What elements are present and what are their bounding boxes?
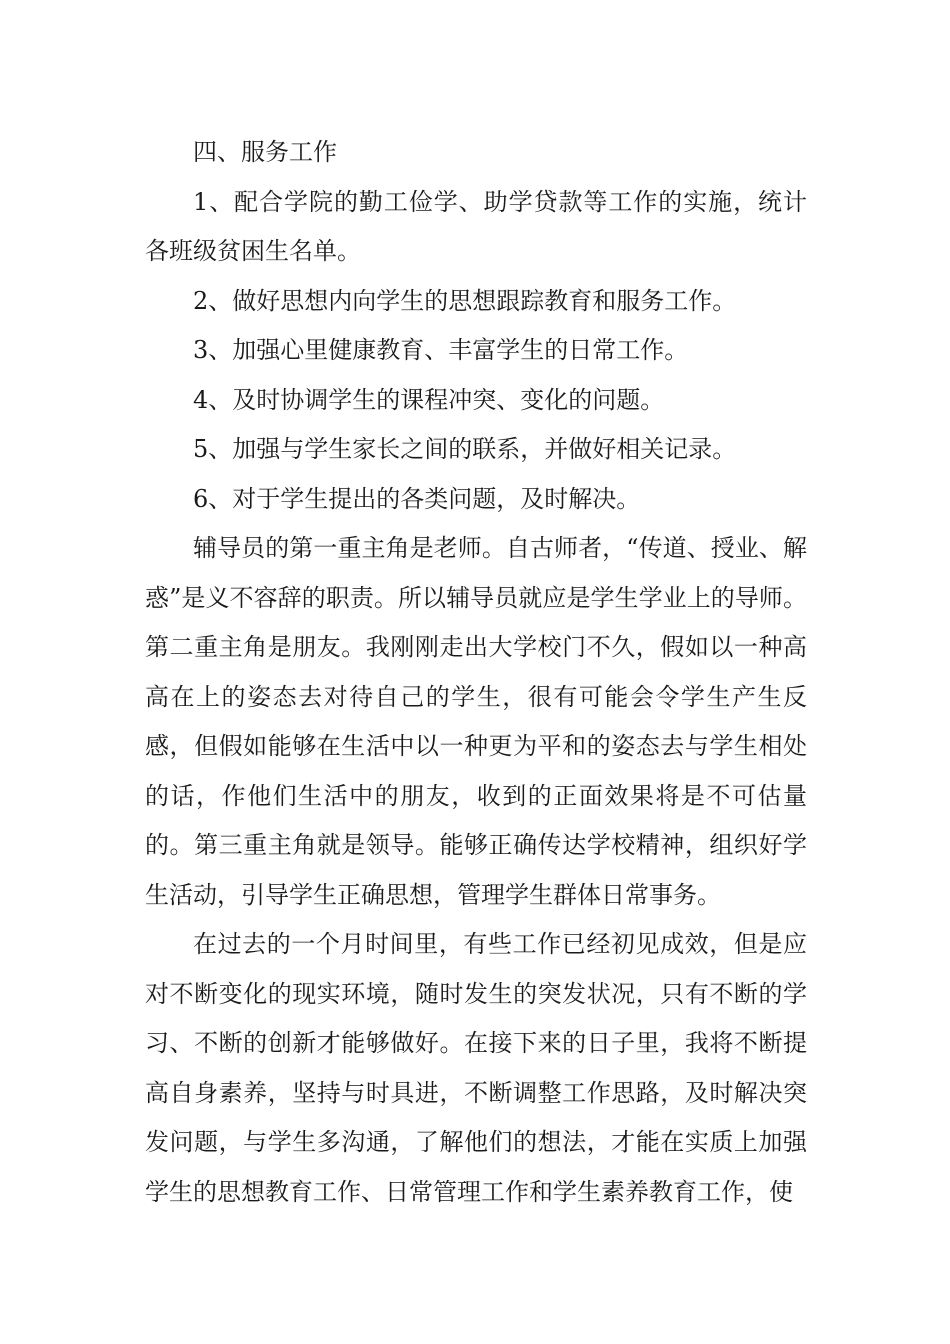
list-item: 3、加强心里健康教育、丰富学生的日常工作。 <box>193 336 689 364</box>
list-item: 2、做好思想内向学生的思想跟踪教育和服务工作。 <box>193 286 737 315</box>
list-item: 5、加强与学生家长之间的联系，并做好相关记录。 <box>193 435 737 463</box>
list-item: 6、对于学生提出的各类问题，及时解决。 <box>193 484 641 513</box>
list-item: 4、及时协调学生的课程冲突、变化的问题。 <box>193 385 665 414</box>
section-heading: 四、服务工作 <box>193 138 337 166</box>
list-item: 1、配合学院的勤工俭学、助学贷款等工作的实施，统计各班级贫困生名单。 <box>145 187 807 265</box>
document-body <box>145 128 807 1217</box>
body-paragraph: 辅导员的第一重主角是老师。自古师者，“传道、授业、解惑”是义不容辞的职责。所以辅导员就应是学生学业上的导师。第二重主角是朋友。我刚刚走出大学校门不久，假如以一种高高在上的姿态去对待自己的学生，很有可能会令学生产生反感，但假如能够在生活中以一种更为平和的姿态去与学生相处的话，作他们生活中的朋友，收到的正面效果将是不可估量的。第三重主角就是领导。能够正确传达学校精神，组织好学生活动，引导学生正确思想，管理学生群体日常事务。 <box>145 534 807 909</box>
body-paragraph: 在过去的一个月时间里，有些工作已经初见成效，但是应对不断变化的现实环境，随时发生的突发状况，只有不断的学习、不断的创新才能够做好。在接下来的日子里，我将不断提高自身素养，坚持与时具进，不断调整工作思路，及时解决突发问题，与学生多沟通，了解他们的想法，才能在实质上加强学生的思想教育工作、日常管理工作和学生素养教育工作，使 <box>145 930 807 1206</box>
